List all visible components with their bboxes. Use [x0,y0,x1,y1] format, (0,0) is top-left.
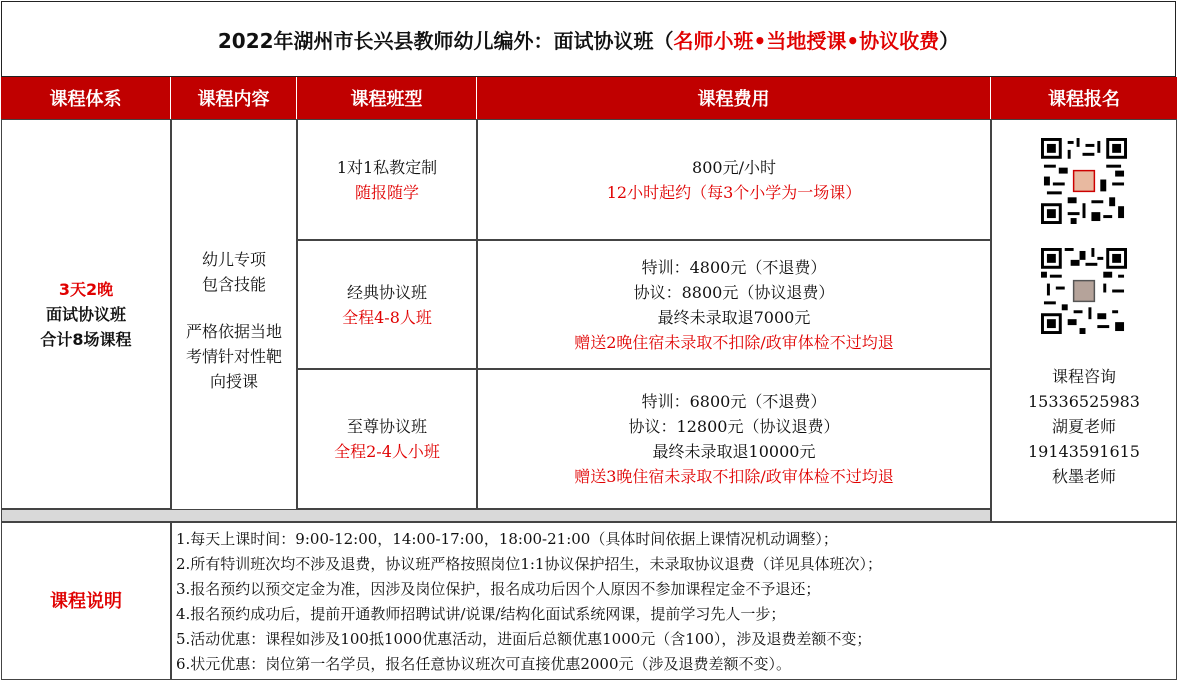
content-line: 幼儿专项 [201,250,266,269]
title-highlight: 名师小班•当地授课•协议收费 [673,28,940,53]
notes-label: 课程说明 [1,522,171,680]
system-cell [1,119,171,509]
note-item: 2.所有特训班次均不涉及退费，协议班严格按照岗位1:1协议保护招生，未录取协议退费（详见具体班次）； [176,555,882,573]
fee-line: 特训：4800元（不退费） [641,257,827,277]
title-main: 2022年湖州市长兴县教师幼儿编外：面试协议班（ [217,28,674,53]
header-fees: 课程费用 [477,77,991,119]
notes-list [171,522,1177,680]
fee-line: 最终未录取退10000元 [652,442,816,461]
qr-code-icon[interactable] [1041,138,1127,224]
fee-line: 12小时起约（每3个小学为一场课） [606,182,862,202]
page-title [1,1,1176,77]
class-type-classic [297,240,477,369]
fee-line: 特训：6800元（不退费） [641,392,827,411]
note-item: 6.状元优惠：岗位第一名学员，报名任意协议班次可直接优惠2000元（涉及退费差额不变）。 [176,655,791,673]
fee-line: 赠送3晚住宿未录取不扣除/政审体检不过均退 [574,467,894,486]
signup-cell [991,119,1177,522]
teacher-name: 秋墨老师 [1051,467,1116,486]
class-sub: 随报随学 [354,182,419,202]
fee-line: 800元/小时 [692,157,776,177]
note-item: 5.活动优惠：课程如涉及100抵1000优惠活动，进面后总额优惠1000元（含100），涉及退费差额不变； [176,630,872,648]
note-item: 1.每天上课时间：9:00-12:00，14:00-17:00，18:00-21:00（具体时间依据上课情况机动调整）； [176,530,838,548]
system-total: 合计8场课程 [40,329,132,349]
content-line: 严格依据当地 [185,322,282,341]
content-line: 向授课 [209,372,258,391]
qr-code-icon[interactable] [1041,248,1127,334]
class-name: 1对1私教定制 [336,157,438,177]
class-sub: 全程4-8人班 [342,307,432,327]
fee-line: 协议：12800元（协议退费） [628,417,840,436]
system-duration: 3天2晚 [58,279,114,299]
fee-line: 最终未录取退7000元 [657,307,811,327]
consult-label: 课程咨询 [1051,367,1116,386]
class-sub: 全程2-4人小班 [334,442,440,461]
content-line: 包含技能 [201,275,266,294]
fee-line: 协议：8800元（协议退费） [633,282,835,302]
note-item: 3.报名预约以预交定金为准，因涉及岗位保护，报名成功后因个人原因不参加课程定金不予退还； [176,580,821,598]
class-name: 至尊协议班 [346,417,427,436]
fee-classic [477,240,991,369]
title-end: ） [939,28,960,53]
header-signup: 课程报名 [991,77,1177,119]
phone-number[interactable]: 15336525983 [1028,392,1140,411]
content-cell [171,119,297,522]
fee-premium [477,369,991,509]
fee-private [477,119,991,240]
class-type-premium [297,369,477,509]
class-name: 经典协议班 [346,282,427,302]
header-system: 课程体系 [1,77,171,119]
phone-number[interactable]: 19143591615 [1028,442,1140,461]
header-content: 课程内容 [171,77,297,119]
teacher-name: 湖夏老师 [1051,417,1116,436]
note-item: 4.报名预约成功后，提前开通教师招聘试讲/说课/结构化面试系统网课，提前学习先人一步； [176,605,786,623]
fee-line: 赠送2晚住宿未录取不扣除/政审体检不过均退 [574,332,894,352]
content-line: 考情针对性靶 [185,347,282,366]
divider-band [1,509,991,522]
class-type-private [297,119,477,240]
header-class-type: 课程班型 [297,77,477,119]
system-class-name: 面试协议班 [45,304,126,324]
